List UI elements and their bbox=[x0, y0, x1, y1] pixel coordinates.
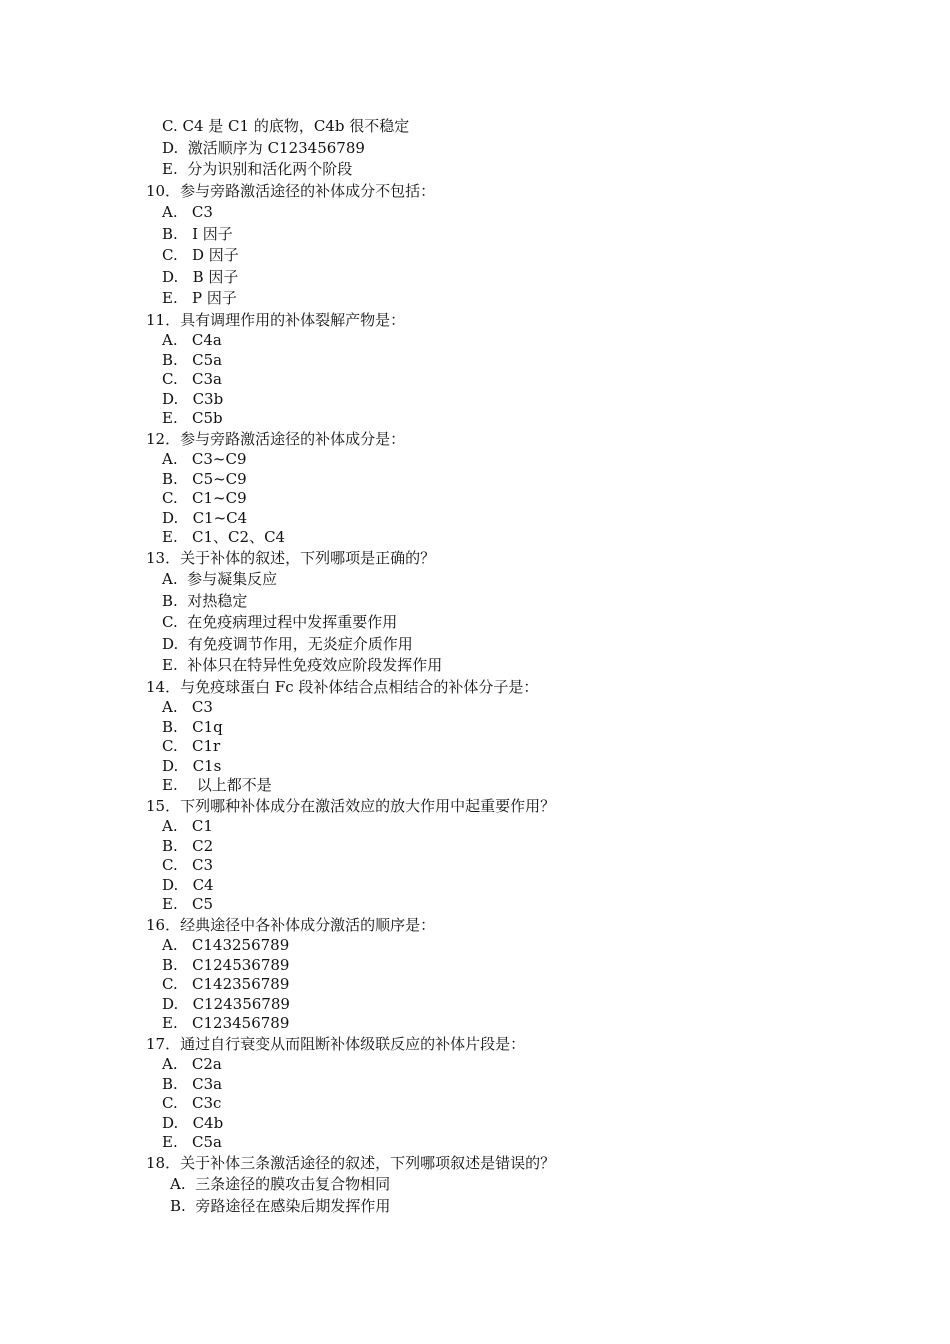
option-line: A. 参与凝集反应 bbox=[162, 570, 278, 588]
option-line: C. C3a bbox=[162, 370, 222, 388]
option-line: C. C1~C9 bbox=[162, 489, 247, 507]
option-line: A. C3~C9 bbox=[162, 450, 247, 468]
option-line: A. C1 bbox=[162, 817, 213, 835]
option-line: A. C143256789 bbox=[162, 936, 290, 954]
question-stem: 15．下列哪种补体成分在激活效应的放大作用中起重要作用？ bbox=[146, 796, 556, 815]
question-stem: 12．参与旁路激活途径的补体成分是： bbox=[146, 429, 406, 448]
option-line: D. 有免疫调节作用，无炎症介质作用 bbox=[162, 634, 413, 653]
option-line: B. C1q bbox=[162, 717, 223, 736]
option-line: D. 激活顺序为 C123456789 bbox=[162, 138, 365, 157]
option-line: B. C5a bbox=[162, 350, 223, 369]
option-line: B. I 因子 bbox=[162, 224, 233, 243]
option-line: E. 分为识别和活化两个阶段 bbox=[162, 160, 353, 178]
option-line: E. 以上都不是 bbox=[162, 776, 272, 794]
option-line: C. D 因子 bbox=[162, 246, 239, 264]
option-line: C. C1r bbox=[162, 737, 221, 755]
option-line: E. C5b bbox=[162, 409, 223, 427]
option-line: E. 补体只在特异性免疫效应阶段发挥作用 bbox=[162, 656, 443, 674]
document-page bbox=[0, 116, 950, 1217]
option-line: E. C123456789 bbox=[162, 1014, 290, 1032]
option-line: B. C3a bbox=[162, 1074, 223, 1093]
option-line: D. B 因子 bbox=[162, 267, 239, 286]
option-line: B. 旁路途径在感染后期发挥作用 bbox=[170, 1196, 391, 1215]
option-line: C. C142356789 bbox=[162, 975, 290, 993]
option-line: C. C3 bbox=[162, 856, 214, 874]
option-line: E. C5 bbox=[162, 895, 214, 913]
option-line: D. C1s bbox=[162, 756, 222, 775]
option-line: B. C2 bbox=[162, 836, 214, 855]
option-line: E. P 因子 bbox=[162, 289, 237, 307]
question-stem: 16．经典途径中各补体成分激活的顺序是： bbox=[146, 915, 436, 934]
option-line: A. C2a bbox=[162, 1055, 222, 1073]
option-line: D. C4b bbox=[162, 1113, 224, 1132]
option-line: A. C4a bbox=[162, 331, 222, 349]
option-line: D. C3b bbox=[162, 389, 224, 408]
option-line: A. 三条途径的膜攻击复合物相同 bbox=[170, 1175, 391, 1193]
option-line: C. C4 是 C1 的底物，C4b 很不稳定 bbox=[162, 117, 410, 135]
option-line: E. C1、C2、C4 bbox=[162, 528, 286, 546]
option-line: C. C3c bbox=[162, 1094, 222, 1112]
option-line: D. C1~C4 bbox=[162, 508, 248, 527]
option-line: A. C3 bbox=[162, 698, 213, 716]
question-stem: 13．关于补体的叙述，下列哪项是正确的？ bbox=[146, 548, 436, 567]
option-line: D. C4 bbox=[162, 875, 214, 894]
option-line: C. 在免疫病理过程中发挥重要作用 bbox=[162, 613, 398, 631]
option-line: B. C5~C9 bbox=[162, 469, 247, 488]
question-stem: 11．具有调理作用的补体裂解产物是： bbox=[146, 310, 406, 329]
option-line: B. C124536789 bbox=[162, 955, 290, 974]
option-line: D. C124356789 bbox=[162, 994, 290, 1013]
question-stem: 17．通过自行衰变从而阻断补体级联反应的补体片段是： bbox=[146, 1034, 526, 1053]
option-line: E. C5a bbox=[162, 1133, 222, 1151]
option-line: A. C3 bbox=[162, 203, 213, 221]
option-line: B. 对热稳定 bbox=[162, 591, 248, 610]
question-stem: 10．参与旁路激活途径的补体成分不包括： bbox=[146, 181, 436, 200]
question-stem: 18．关于补体三条激活途径的叙述，下列哪项叙述是错误的？ bbox=[146, 1153, 556, 1172]
question-stem: 14．与免疫球蛋白 Fc 段补体结合点相结合的补体分子是： bbox=[146, 677, 539, 696]
